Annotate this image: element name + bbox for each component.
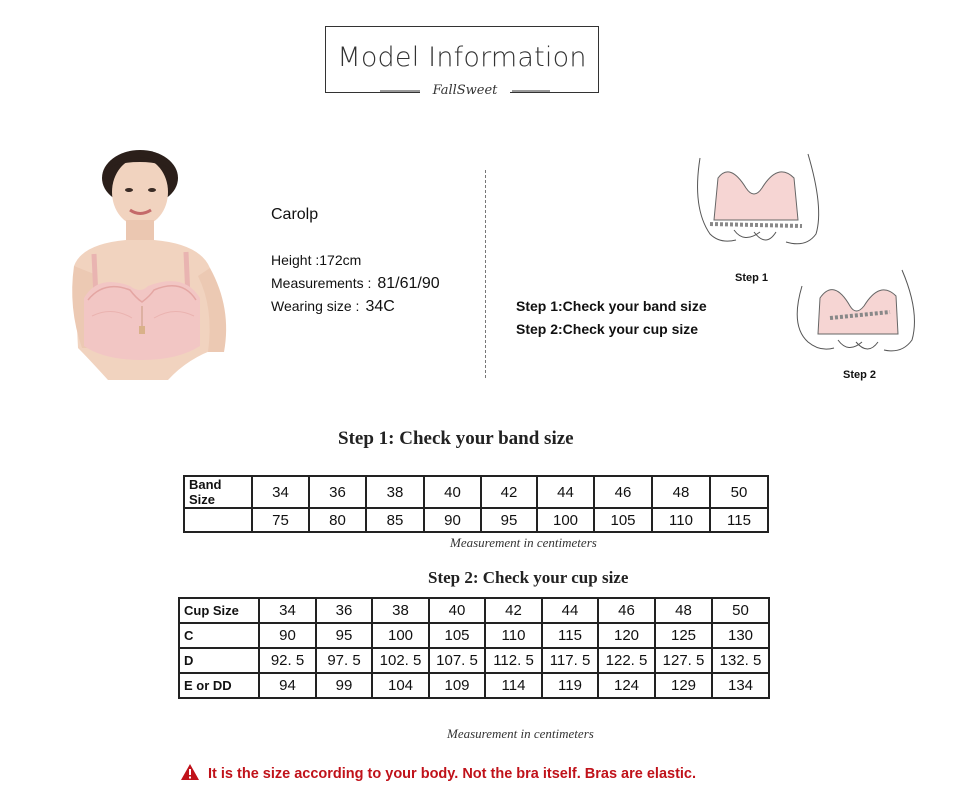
cup-row-label: D — [179, 648, 259, 673]
cup-cell: 104 — [372, 673, 429, 698]
band-size-cell: 42 — [481, 476, 537, 508]
cup-cell: 97. 5 — [316, 648, 372, 673]
cup-cell: 117. 5 — [542, 648, 598, 673]
cup-cell: 125 — [655, 623, 712, 648]
cup-row-label: E or DD — [179, 673, 259, 698]
cup-cell: 92. 5 — [259, 648, 316, 673]
band-cm-cell: 80 — [309, 508, 366, 532]
model-name: Carolp — [271, 206, 319, 223]
model-wearing-size — [271, 298, 395, 316]
band-section-title: Step 1: Check your band size — [338, 428, 574, 449]
wearing-value: 34C — [365, 298, 395, 315]
band-size-row — [184, 476, 768, 508]
cup-cell: 100 — [372, 623, 429, 648]
warning-icon — [180, 763, 200, 781]
band-size-cell: 44 — [537, 476, 594, 508]
cup-cell: 124 — [598, 673, 655, 698]
cup-cell: 114 — [485, 673, 542, 698]
cup-cell: 115 — [542, 623, 598, 648]
step1-caption: Step 1 — [735, 272, 769, 284]
size-warning — [180, 763, 696, 782]
cup-cell: 94 — [259, 673, 316, 698]
cup-size-cell: 40 — [429, 598, 485, 623]
height-value: 172cm — [319, 252, 362, 268]
band-size-cell: 50 — [710, 476, 768, 508]
cup-note: Measurement in centimeters — [447, 726, 594, 741]
band-size-table — [183, 475, 769, 533]
cup-cell: 134 — [712, 673, 769, 698]
band-size-header: Band Size — [184, 476, 252, 508]
cup-size-cell: 48 — [655, 598, 712, 623]
page-title: Model Information — [337, 42, 587, 73]
cup-cell: 95 — [316, 623, 372, 648]
cup-cell: 127. 5 — [655, 648, 712, 673]
step1-illustration — [690, 148, 825, 266]
wearing-label: Wearing size : — [271, 298, 360, 314]
band-cm-row — [184, 508, 768, 532]
cup-size-cell: 50 — [712, 598, 769, 623]
model-measurements — [271, 275, 440, 293]
cup-cell: 122. 5 — [598, 648, 655, 673]
band-cm-cell: 95 — [481, 508, 537, 532]
cup-cell: 132. 5 — [712, 648, 769, 673]
cup-cell: 129 — [655, 673, 712, 698]
step2-caption: Step 2 — [843, 369, 877, 381]
cup-size-cell: 38 — [372, 598, 429, 623]
cup-size-header: Cup Size — [179, 598, 259, 623]
vertical-divider — [485, 170, 486, 378]
band-size-cell: 34 — [252, 476, 309, 508]
cup-cell: 130 — [712, 623, 769, 648]
model-height — [271, 252, 361, 268]
cup-cell: 105 — [429, 623, 485, 648]
cup-row-d — [179, 648, 769, 673]
cup-cell: 107. 5 — [429, 648, 485, 673]
cup-size-table — [178, 597, 770, 699]
cup-cell: 99 — [316, 673, 372, 698]
cup-size-cell: 46 — [598, 598, 655, 623]
band-size-cell: 36 — [309, 476, 366, 508]
cup-row-label: C — [179, 623, 259, 648]
cup-size-cell: 36 — [316, 598, 372, 623]
warning-text: It is the size according to your body. Not the bra itself. Bras are elastic. — [208, 766, 697, 782]
cup-cell: 119 — [542, 673, 598, 698]
band-cm-cell: 75 — [252, 508, 309, 532]
cup-size-cell: 42 — [485, 598, 542, 623]
cup-cell: 120 — [598, 623, 655, 648]
model-photo — [68, 148, 234, 384]
cup-row-c — [179, 623, 769, 648]
band-cm-cell: 110 — [652, 508, 710, 532]
band-cm-header — [184, 508, 252, 532]
cup-cell: 110 — [485, 623, 542, 648]
band-cm-cell: 90 — [424, 508, 481, 532]
cup-cell: 90 — [259, 623, 316, 648]
cup-size-row — [179, 598, 769, 623]
band-size-cell: 38 — [366, 476, 424, 508]
cup-cell: 109 — [429, 673, 485, 698]
measurements-value: 81/61/90 — [377, 275, 440, 292]
band-cm-cell: 100 — [537, 508, 594, 532]
cup-cell: 102. 5 — [372, 648, 429, 673]
step2-instruction: Step 2:Check your cup size — [516, 321, 699, 337]
band-size-cell: 46 — [594, 476, 652, 508]
band-note: Measurement in centimeters — [450, 535, 597, 550]
measurements-label: Measurements : — [271, 275, 372, 291]
cup-size-cell: 34 — [259, 598, 316, 623]
cup-row-e-dd — [179, 673, 769, 698]
band-cm-cell: 115 — [710, 508, 768, 532]
band-cm-cell: 105 — [594, 508, 652, 532]
height-label: Height : — [271, 252, 320, 268]
brand-logo: FallSweet — [420, 80, 510, 102]
step1-instruction: Step 1:Check your band size — [516, 298, 707, 314]
band-size-cell: 40 — [424, 476, 481, 508]
band-cm-cell: 85 — [366, 508, 424, 532]
cup-cell: 112. 5 — [485, 648, 542, 673]
cup-section-title: Step 2: Check your cup size — [428, 568, 629, 587]
step2-illustration — [790, 262, 920, 364]
band-size-cell: 48 — [652, 476, 710, 508]
cup-size-cell: 44 — [542, 598, 598, 623]
